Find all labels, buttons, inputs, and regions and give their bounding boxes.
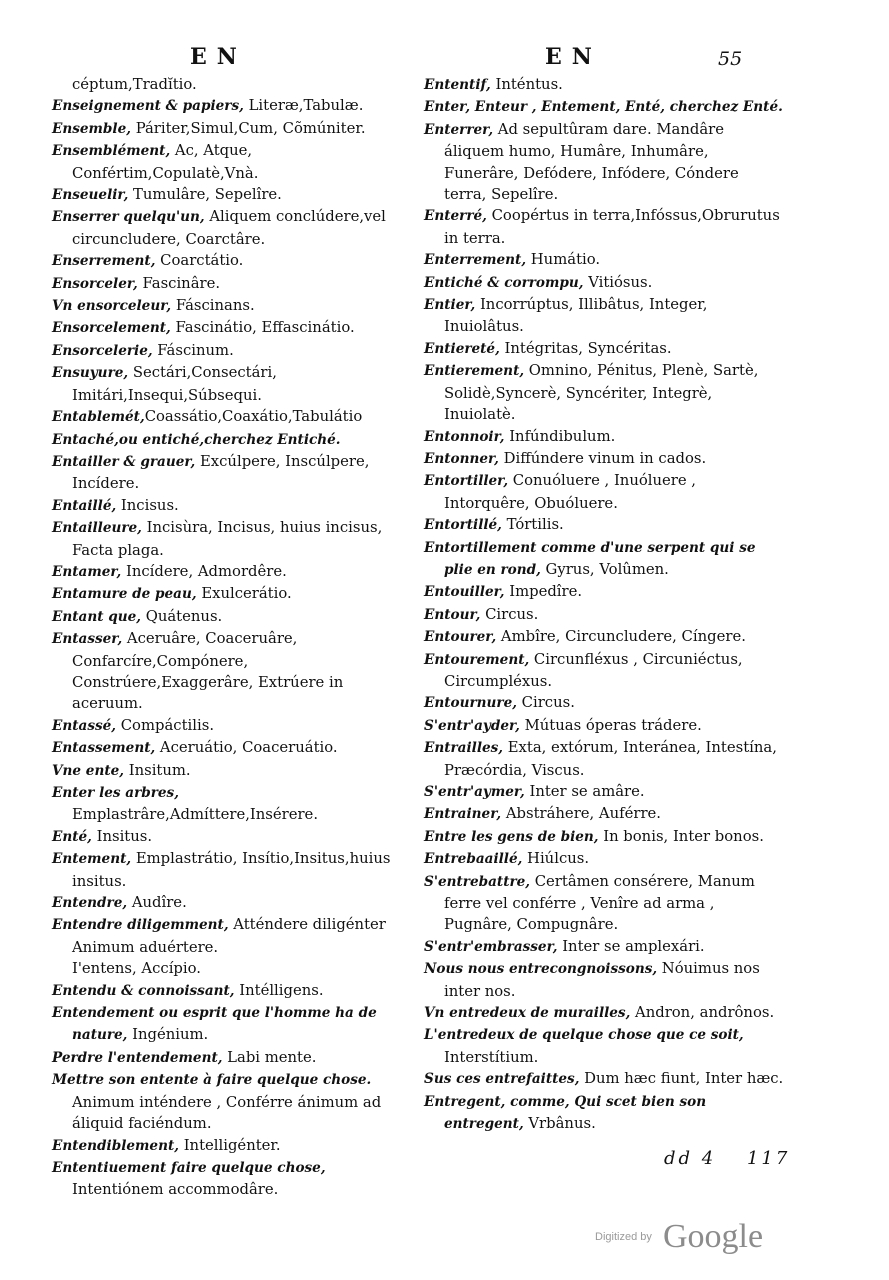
latin-gloss: Inter se amplexári. (557, 937, 705, 955)
page-footer (664, 1148, 790, 1169)
dictionary-entry (52, 429, 414, 451)
latin-gloss: Inter se amâre. (524, 783, 645, 800)
dictionary-entry (52, 1047, 414, 1069)
headword: Enseignement & papiers, (52, 98, 244, 115)
headword: Entendre, (52, 895, 128, 912)
latin-gloss: Insitum. (124, 761, 191, 779)
dictionary-entry (424, 119, 784, 206)
dictionary-entry (52, 782, 414, 826)
dictionary-entry (52, 317, 414, 339)
headword: Ententiuement faire quelque chose, (52, 1159, 326, 1176)
headword: Vn ensorceleur, (52, 298, 172, 315)
latin-gloss: Conuóluere , Inuóluere , Intorquêre, Obuóluere. (444, 472, 697, 512)
headword: Entour, (424, 606, 481, 623)
headword: Entassé, (52, 717, 117, 734)
watermark-prefix: Digitized by (595, 1231, 652, 1243)
latin-gloss: Circus. (516, 694, 575, 712)
latin-gloss: Tórtilis. (501, 516, 564, 534)
headword: Sus ces entrefaittes, (424, 1071, 580, 1088)
running-head-left: EN (190, 44, 247, 70)
headword: Entrailles, (424, 740, 504, 757)
dictionary-entry (52, 95, 414, 117)
headword: Entant que, (52, 608, 141, 625)
dictionary-entry (52, 561, 414, 583)
headword: Entouiller, (424, 584, 505, 601)
headword: Entendre diligemment, (52, 917, 229, 934)
dictionary-entry (424, 715, 784, 737)
headword: Nous nous entrecongnoissons, (424, 961, 658, 978)
google-logo: Google (662, 1218, 764, 1255)
latin-gloss: Interstítium. (444, 1048, 539, 1066)
latin-gloss: Infúndibulum. (504, 427, 616, 445)
headword: Entendu & connoissant, (52, 982, 235, 999)
dictionary-entry (424, 448, 784, 470)
digitization-watermark (595, 1218, 763, 1256)
page-number: 55 (718, 48, 743, 70)
dictionary-entry (424, 426, 784, 448)
dictionary-entry (52, 826, 414, 848)
dictionary-entry (52, 760, 414, 782)
latin-gloss: Incisùra, Incisus, huius incisus, Facta plaga. (72, 519, 383, 559)
latin-gloss: Aliquem conclúdere,vel circuncludere, Coarctâre. (72, 208, 386, 248)
dictionary-entry (52, 1002, 414, 1047)
headword: Entendiblement, (52, 1137, 179, 1154)
headword: Entasser, (52, 631, 123, 648)
dictionary-entry (424, 249, 784, 271)
dictionary-entry (424, 272, 784, 294)
latin-gloss: Vrbânus. (523, 1115, 596, 1133)
headword: Enter, Enteur , Entement, Enté, cherchez Enté. (424, 99, 783, 116)
latin-gloss: Fascinâre. (137, 274, 221, 292)
latin-gloss: céptum,Tradĭtio. (72, 76, 197, 93)
dictionary-entry (424, 96, 784, 118)
latin-gloss: Intégritas, Syncéritas. (499, 339, 672, 357)
dictionary-entry (424, 692, 784, 714)
latin-gloss: Emplastrâre,Admíttere,Insérere. (72, 806, 319, 824)
headword: S'entr'ayder, (424, 717, 520, 734)
latin-gloss: Gyrus, Volûmen. (540, 560, 669, 578)
headword: Entierement, (424, 363, 525, 380)
dictionary-entry (52, 517, 414, 561)
headword: Entablemét, (52, 409, 145, 426)
latin-gloss: Atténdere diligénter Animum aduértere. (72, 916, 386, 956)
latin-gloss: Circunfléxus , Circuniéctus, Circumpléxus. (444, 650, 743, 690)
latin-gloss: Animum inténdere , Conférre ánimum ad áliquid faciéndum. (72, 1093, 382, 1133)
dictionary-entry (424, 514, 784, 536)
dictionary-entry (52, 715, 414, 737)
latin-gloss: Ingénium. (127, 1026, 209, 1044)
dictionary-entry (52, 848, 414, 892)
dictionary-entry (424, 848, 784, 870)
headword: Entailler & grauer, (52, 453, 196, 470)
latin-gloss: Intentiónem accommodâre. (72, 1181, 279, 1199)
headword: Entaché,ou entiché,cherchez Entiché. (52, 431, 341, 448)
headword: Enté, (52, 828, 92, 845)
dictionary-entry (424, 537, 784, 582)
latin-gloss: Emplastrátio, Insítio,Insitus,huius insitus. (72, 850, 391, 890)
latin-gloss: Incisus. (116, 496, 179, 514)
headword: Ensemble, (52, 120, 131, 137)
dictionary-entry (52, 295, 414, 317)
dictionary-entry (424, 581, 784, 603)
latin-gloss: Fascinátio, Effascinátio. (170, 319, 355, 337)
headword: Ensorcelement, (52, 320, 171, 337)
latin-gloss: In bonis, Inter bonos. (598, 827, 764, 845)
latin-gloss: Andron, andrônos. (630, 1004, 775, 1022)
latin-gloss: Exta, extórum, Interánea, Intestína, Præcórdia, Viscus. (444, 739, 777, 779)
latin-gloss: Audîre. (127, 894, 187, 912)
latin-gloss: Aceruâre, Coaceruâre, Confarcíre,Compónere, Constrúere,Exaggerâre, Extrúere in aceruum. (72, 630, 344, 713)
headword: Entourer, (424, 629, 497, 646)
latin-gloss: Omnino, Pénitus, Plenè, Sartè, Solidè,Syncerè, Syncériter, Integrè, Inuiolatè. (444, 362, 759, 424)
latin-gloss: Aceruátio, Coaceruátio. (155, 739, 338, 757)
latin-gloss: I'entens, Accípio. (72, 960, 201, 978)
headword: Entonnoir, (424, 428, 505, 445)
headword: Ensorcelerie, (52, 342, 153, 359)
dictionary-entry (424, 294, 784, 338)
latin-gloss: Excúlpere, Inscúlpere, Incídere. (72, 452, 370, 493)
headword: Ensorceler, (52, 275, 138, 292)
latin-gloss: Fáscinum. (152, 341, 234, 359)
headword: Entonner, (424, 450, 499, 467)
dictionary-entry (52, 184, 414, 206)
headword: Entourement, (424, 651, 530, 668)
dictionary-entry (52, 495, 414, 517)
dictionary-entry (52, 737, 414, 759)
latin-gloss: Sectári,Consectári, Imitári,Insequi,Súbsequi. (72, 364, 277, 404)
latin-gloss: Humátio. (526, 251, 601, 269)
headword: L'entredeux de quelque chose que ce soit, (424, 1027, 744, 1044)
dictionary-entry (424, 1091, 784, 1136)
dictionary-entry (52, 583, 414, 605)
headword: Perdre l'entendement, (52, 1049, 223, 1066)
dictionary-entry (424, 626, 784, 648)
latin-gloss: Labi mente. (222, 1048, 317, 1066)
headword: Vne ente, (52, 762, 125, 779)
headword: Entamure de peau, (52, 586, 197, 603)
dictionary-entry (424, 205, 784, 249)
headword: S'entrebattre, (424, 873, 531, 890)
latin-gloss: Circus. (480, 605, 539, 623)
latin-gloss: Incídere, Admordêre. (121, 562, 287, 580)
headword: Enterrer, (424, 121, 494, 138)
dictionary-entry (424, 871, 784, 936)
dictionary-entry (424, 604, 784, 626)
headword: Entortillé, (424, 517, 502, 534)
headword: Ensemblément, (52, 143, 171, 160)
headword: Entendement ou esprit que l'homme ha de nature, (52, 1005, 377, 1044)
latin-gloss: Intelligénter. (178, 1136, 281, 1154)
right-column (424, 74, 784, 1136)
dictionary-entry (424, 737, 784, 781)
dictionary-entry (52, 980, 414, 1002)
headword: Entrainer, (424, 806, 502, 823)
headword: Entournure, (424, 695, 517, 712)
signature-mark: dd 4 (664, 1148, 717, 1169)
dictionary-entry (424, 338, 784, 360)
latin-gloss: Tumulâre, Sepelîre. (128, 186, 282, 204)
headword: Entiché & corrompu, (424, 274, 584, 291)
latin-gloss: Ambîre, Circuncludere, Cíngere. (496, 628, 746, 646)
headword: Entortiller, (424, 473, 509, 490)
dictionary-entry (424, 360, 784, 425)
dictionary-entry (52, 628, 414, 715)
left-column (52, 74, 414, 1201)
headword: Enserrer quelqu'un, (52, 209, 205, 226)
headword: Enter les arbres, (52, 785, 179, 801)
latin-gloss: Vitiósus. (583, 273, 653, 291)
dictionary-entry (52, 892, 414, 914)
latin-gloss: Certâmen consérere, Manum ferre vel conférre , Venîre ad arma , Pugnâre, Compugnâre. (444, 872, 755, 934)
dictionary-entry (52, 451, 414, 495)
headword: Ententif, (424, 77, 491, 93)
headword: Entortillement comme d'une serpent qui se plie en rond, (424, 539, 756, 578)
latin-gloss: Diffúndere vinum in cados. (498, 449, 707, 467)
headword: Enterrement, (424, 252, 527, 269)
latin-gloss: Intélligens. (234, 981, 324, 999)
latin-gloss: Exulcerátio. (196, 585, 292, 603)
headword: Enterré, (424, 208, 487, 225)
headword: Entrebaaillé, (424, 851, 523, 868)
dictionary-entry (424, 1024, 784, 1068)
latin-gloss: Coassátio,Coaxátio,Tabulátio (144, 408, 363, 426)
latin-gloss: Fáscinans. (171, 297, 255, 315)
running-head-right: EN (545, 44, 602, 70)
latin-gloss: Literæ,Tabulæ. (243, 97, 364, 115)
dictionary-entry (52, 340, 414, 362)
latin-gloss: Dum hæc fiunt, Inter hæc. (579, 1070, 784, 1088)
folio-number: 117 (746, 1148, 791, 1169)
dictionary-entry (52, 362, 414, 406)
headword: Entregent, comme, Qui scet bien son entregent, (424, 1093, 707, 1133)
headword: Entaillé, (52, 497, 117, 514)
latin-gloss: Nóuimus nos inter nos. (444, 960, 760, 1000)
dictionary-entry (424, 781, 784, 803)
headword: Enseuelir, (52, 187, 129, 204)
dictionary-entry (52, 118, 414, 140)
headword: Entier, (424, 297, 476, 314)
dictionary-entry (424, 1068, 784, 1090)
dictionary-entry (424, 826, 784, 848)
dictionary-entry (424, 1002, 784, 1024)
dictionary-entry (52, 406, 414, 428)
latin-gloss: Impedîre. (504, 583, 583, 601)
dictionary-entry (52, 1135, 414, 1157)
headword: Enserrement, (52, 253, 156, 270)
headword: Entailleure, (52, 520, 142, 537)
latin-gloss: Coarctátio. (155, 252, 244, 270)
dictionary-entry (424, 649, 784, 693)
headword: Ensuyure, (52, 365, 129, 382)
latin-gloss: Hiúlcus. (522, 850, 590, 868)
latin-gloss: Páriter,Simul,Cum, Cõmúniter. (130, 119, 366, 137)
headword: Mettre son entente à faire quelque chose. (52, 1072, 372, 1089)
headword: Entiereté, (424, 340, 500, 357)
dictionary-entry (52, 958, 414, 979)
headword: S'entr'aymer, (424, 784, 525, 800)
latin-gloss: Insitus. (91, 827, 153, 845)
latin-gloss: Quátenus. (141, 607, 223, 625)
headword: Entement, (52, 851, 132, 868)
dictionary-entry (424, 958, 784, 1002)
dictionary-entry (424, 470, 784, 514)
dictionary-entry (52, 250, 414, 272)
latin-gloss: Compáctilis. (116, 716, 215, 734)
dictionary-entry (52, 606, 414, 628)
dictionary-entry (52, 914, 414, 958)
dictionary-entry (424, 74, 784, 96)
headword: Entre les gens de bien, (424, 828, 599, 845)
latin-gloss: Inténtus. (490, 76, 563, 93)
headword: Vn entredeux de murailles, (424, 1005, 631, 1022)
dictionary-entry (52, 74, 414, 95)
dictionary-entry (424, 936, 784, 958)
dictionary-entry (52, 1069, 414, 1134)
latin-gloss: Ac, Atque, Confértim,Copulatè,Vnà. (72, 142, 259, 182)
latin-gloss: Incorrúptus, Illibâtus, Integer, Inuiolâtus. (444, 296, 708, 336)
dictionary-entry (52, 273, 414, 295)
dictionary-entry (52, 1157, 414, 1201)
headword: S'entr'embrasser, (424, 938, 558, 955)
dictionary-entry (52, 140, 414, 184)
headword: Entassement, (52, 740, 156, 757)
latin-gloss: Mútuas óperas trádere. (519, 716, 702, 734)
latin-gloss: Ad sepultûram dare. Mandâre áliquem humo, Humâre, Inhumâre, Funerâre, Defódere, Infódere, Cóndere terra, Sepelîre. (444, 120, 739, 204)
dictionary-entry (424, 803, 784, 825)
latin-gloss: Abstráhere, Auférre. (501, 805, 661, 823)
dictionary-entry (52, 206, 414, 250)
latin-gloss: Coopértus in terra,Infóssus,Obrurutus in terra. (444, 207, 780, 247)
headword: Entamer, (52, 563, 122, 580)
